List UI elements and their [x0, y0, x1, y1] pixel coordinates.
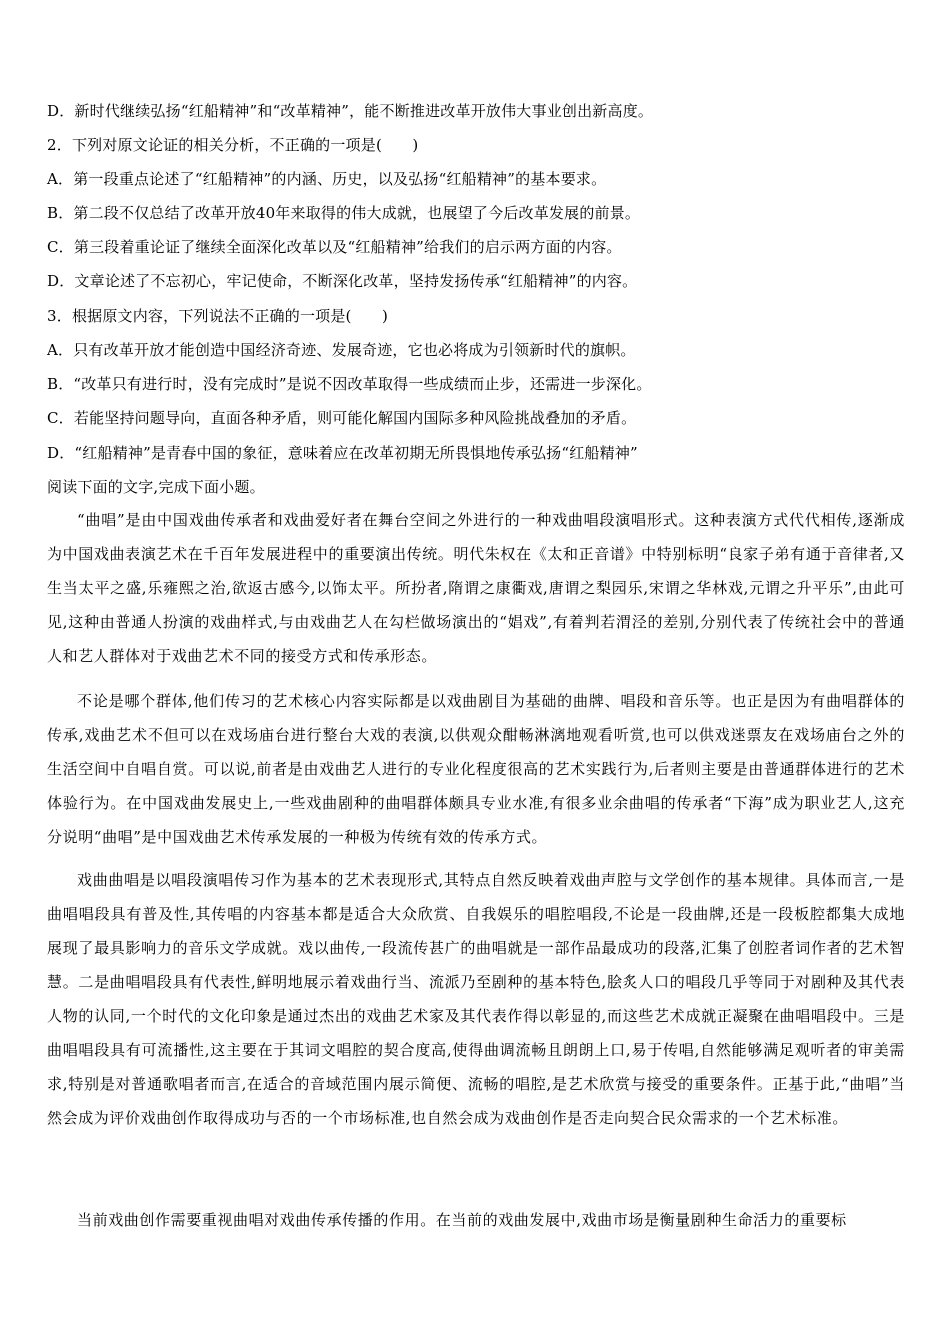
q2-stem: 2．下列对原文论证的相关分析，不正确的一项是( )	[47, 136, 419, 154]
q3-stem: 3．根据原文内容，下列说法不正确的一项是( )	[47, 307, 389, 325]
reading-paragraph-2: 不论是哪个群体,他们传习的艺术核心内容实际都是以戏曲剧目为基础的曲牌、唱段和音乐等。也正是因为有曲唱群体的传承,戏曲艺术不但可以在戏场庙台进行整台大戏的表演,以供观众酣畅淋漓地观看听赏,也可以供戏迷票友在戏场庙台之外的生活空间中自唱自赏。可以说,前者是由戏曲艺人进行的专业化程度很高的艺术实践行为,后者则主要是由普通群体进行的艺术体验行为。在中国戏曲发展史上,一些戏曲剧种的曲唱群体颇具专业水准,有很多业余曲唱的传承者“下海”成为职业艺人,这充分说明“曲唱”是中国戏曲艺术传承发展的一种极为传统有效的传承方式。	[47, 692, 905, 846]
reading-instruction: 阅读下面的文字,完成下面小题。	[47, 478, 265, 496]
q2-option-a: A．第一段重点论述了“红船精神”的内涵、历史，以及弘扬“红船精神”的基本要求。	[47, 170, 607, 188]
q3-option-b: B．“改革只有进行时，没有完成时”是说不因改革取得一些成绩而止步，还需进一步深化。	[47, 375, 652, 393]
reading-paragraph-3: 戏曲曲唱是以唱段演唱传习作为基本的艺术表现形式,其特点自然反映着戏曲声腔与文学创作的基本规律。具体而言,一是曲唱唱段具有普及性,其传唱的内容基本都是适合大众欣赏、自我娱乐的唱腔唱段,不论是一段曲牌,还是一段板腔都集大成地展现了最具影响力的音乐文学成就。戏以曲传,一段流传甚广的曲唱就是一部作品最成功的段落,汇集了创腔者词作者的艺术智慧。二是曲唱唱段具有代表性,鲜明地展示着戏曲行当、流派乃至剧种的基本特色,脍炙人口的唱段几乎等同于对剧种及其代表人物的认同,一个时代的文化印象是通过杰出的戏曲艺术家及其代表作得以彰显的,而这些艺术成就正凝聚在曲唱唱段中。三是曲唱唱段具有可流播性,这主要在于其词文唱腔的契合度高,使得曲调流畅且朗朗上口,易于传唱,自然能够满足观听者的审美需求,特别是对普通歌唱者而言,在适合的音域范围内展示简便、流畅的唱腔,是艺术欣赏与接受的重要条件。正基于此,“曲唱”当然会成为评价戏曲创作取得成功与否的一个市场标准,也自然会成为戏曲创作是否走向契合民众需求的一个艺术标准。	[47, 871, 905, 1127]
q3-option-a: A．只有改革开放才能创造中国经济奇迹、发展奇迹，它也必将成为引领新时代的旗帜。	[47, 341, 636, 359]
reading-paragraph-4: 当前戏曲创作需要重视曲唱对戏曲传承传播的作用。在当前的戏曲发展中,戏曲市场是衡量剧种生命活力的重要标	[77, 1211, 847, 1229]
reading-paragraph-1: “曲唱”是由中国戏曲传承者和戏曲爱好者在舞台空间之外进行的一种戏曲唱段演唱形式。这种表演方式代代相传,逐渐成为中国戏曲表演艺术在千百年发展进程中的重要演出传统。明代朱权在《太和正音谱》中特别标明“良家子弟有通于音律者,又生当太平之盛,乐雍熙之治,欲返古感今,以饰太平。所扮者,隋谓之康衢戏,唐谓之梨园乐,宋谓之华林戏,元谓之升平乐”,由此可见,这种由普通人扮演的戏曲样式,与由戏曲艺人在勾栏做场演出的“娼戏”,有着判若渭泾的差别,分别代表了传统社会中的普通人和艺人群体对于戏曲艺术不同的接受方式和传承形态。	[47, 511, 905, 665]
q2-option-b: B．第二段不仅总结了改革开放40年来取得的伟大成就，也展望了今后改革发展的前景。	[47, 204, 641, 222]
q2-option-c: C．第三段着重论证了继续全面深化改革以及“红船精神”给我们的启示两方面的内容。	[47, 238, 622, 256]
q1-option-d: D．新时代继续弘扬“红船精神”和“改革精神”，能不断推进改革开放伟大事业创出新高度。	[47, 102, 654, 120]
q3-option-d: D．“红船精神”是青春中国的象征，意味着应在改革初期无所畏惧地传承弘扬“红船精神”	[47, 444, 638, 462]
q2-option-d: D．文章论述了不忘初心，牢记使命，不断深化改革，坚持发扬传承“红船精神”的内容。	[47, 272, 638, 290]
q3-option-c: C．若能坚持问题导向，直面各种矛盾，则可能化解国内国际多种风险挑战叠加的矛盾。	[47, 409, 637, 427]
